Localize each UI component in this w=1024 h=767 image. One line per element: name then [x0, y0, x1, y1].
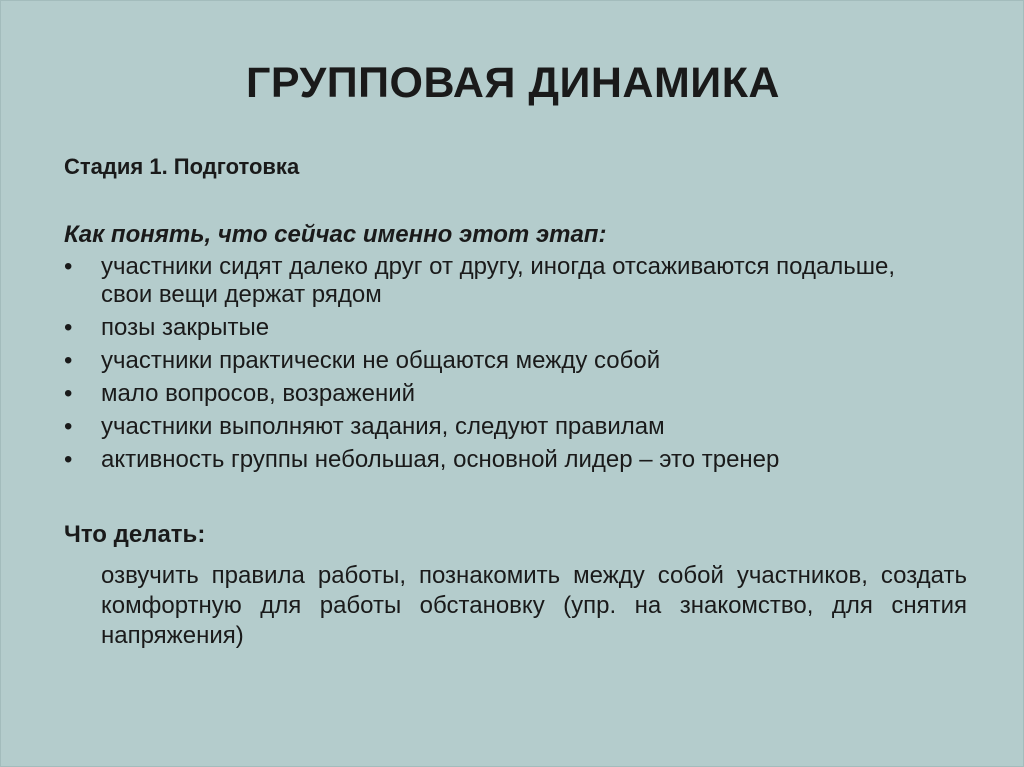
slide-title: ГРУППОВАЯ ДИНАМИКА: [246, 59, 780, 107]
list-item: [64, 446, 944, 474]
bullet-text: позы закрытые: [101, 314, 270, 341]
bullet-icon: •: [64, 380, 73, 407]
bullet-icon: •: [64, 347, 73, 374]
list-item: [64, 253, 944, 309]
bullet-text: активность группы небольшая, основной лидер – это тренер: [101, 446, 780, 473]
bullet-text: участники практически не общаются между собой: [101, 347, 661, 374]
list-item: [64, 314, 944, 342]
bullet-icon: •: [64, 446, 73, 473]
question-heading: Как понять, что сейчас именно этот этап:: [64, 221, 607, 248]
bullet-text: участники сидят далеко друг от другу, иногда отсаживаются подальше, свои вещи держат рядом: [101, 253, 896, 308]
todo-heading: Что делать:: [64, 521, 206, 548]
bullet-text: участники выполняют задания, следуют правилам: [101, 413, 665, 440]
bullet-icon: •: [64, 314, 73, 341]
todo-paragraph: озвучить правила работы, познакомить между собой участников, создать комфортную для работы обстановку (упр. на знакомство, для снятия напряжения): [101, 562, 967, 649]
stage-heading: Стадия 1. Подготовка: [64, 154, 300, 179]
bullet-icon: •: [64, 413, 73, 440]
bullet-list: [64, 253, 944, 479]
list-item: [64, 380, 944, 408]
bullet-icon: •: [64, 253, 73, 280]
bullet-text: мало вопросов, возражений: [101, 380, 416, 407]
list-item: [64, 347, 944, 375]
list-item: [64, 413, 944, 441]
